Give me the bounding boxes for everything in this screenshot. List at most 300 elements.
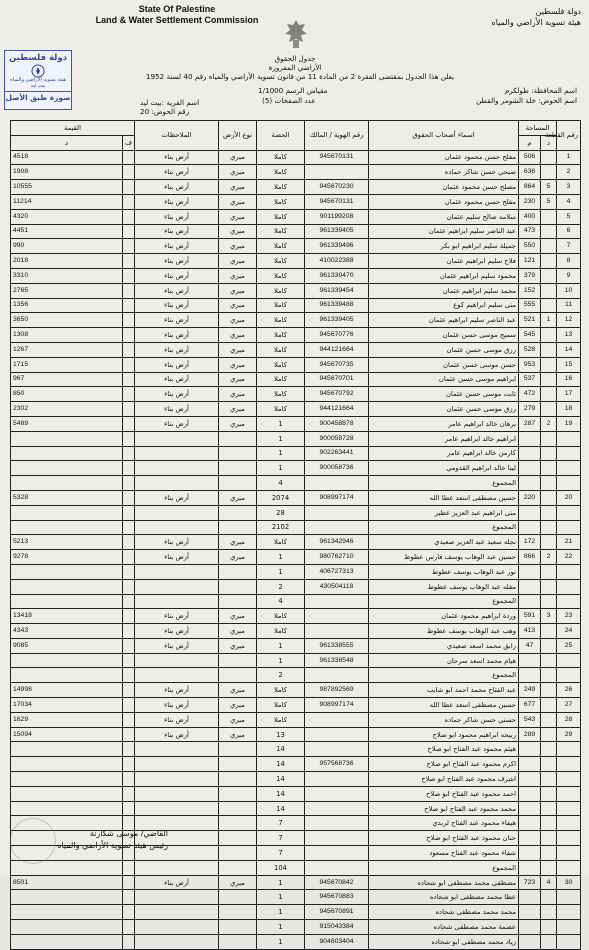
value-fils-cell bbox=[123, 801, 135, 816]
area-m-cell bbox=[519, 653, 541, 668]
value-cell: 2302 bbox=[11, 402, 123, 417]
col-owner: اسماء أصحاب الحقوق bbox=[369, 121, 519, 151]
owner-cell: احمد محمود عبد الفتاح ابو صلاح bbox=[369, 786, 519, 801]
table-row bbox=[11, 860, 581, 875]
area-dunum-cell bbox=[541, 520, 557, 535]
parcel-cell: 28 bbox=[557, 712, 581, 727]
area-dunum-cell bbox=[541, 254, 557, 269]
value-fils-cell bbox=[123, 194, 135, 209]
value-fils-cell bbox=[123, 461, 135, 476]
owner-cell: ثابت موسى حسن عثمان bbox=[369, 387, 519, 402]
area-m-cell bbox=[519, 742, 541, 757]
owner-cell: منى سليم ابراهيم كوع bbox=[369, 298, 519, 313]
notes-cell: أرض بناء bbox=[135, 328, 219, 343]
table-row bbox=[11, 875, 581, 890]
area-dunum-cell bbox=[541, 638, 557, 653]
value-cell bbox=[11, 757, 123, 772]
value-fils-cell bbox=[123, 209, 135, 224]
id-cell bbox=[305, 712, 369, 727]
doc-title-line1: جدول الحقوق bbox=[274, 54, 316, 63]
area-dunum-cell bbox=[541, 431, 557, 446]
owner-cell: المجموع bbox=[369, 594, 519, 609]
area-m-cell: 379 bbox=[519, 268, 541, 283]
id-cell: 945670842 bbox=[305, 875, 369, 890]
share-cell: كاملا bbox=[257, 313, 305, 328]
land-type-cell bbox=[219, 920, 257, 935]
parcel-cell: 10 bbox=[557, 283, 581, 298]
area-dunum-cell: 2 bbox=[541, 550, 557, 565]
value-cell bbox=[11, 801, 123, 816]
value-cell: 2018 bbox=[11, 254, 123, 269]
share-cell: كاملا bbox=[257, 194, 305, 209]
value-fils-cell bbox=[123, 609, 135, 624]
value-fils-cell bbox=[123, 579, 135, 594]
area-dunum-cell bbox=[541, 387, 557, 402]
value-cell: 5213 bbox=[11, 535, 123, 550]
value-cell: 11214 bbox=[11, 194, 123, 209]
col-area: المساحة bbox=[519, 121, 557, 136]
share-cell: 1 bbox=[257, 920, 305, 935]
value-cell: 5328 bbox=[11, 490, 123, 505]
land-type-cell: ميري bbox=[219, 624, 257, 639]
value-cell: 990 bbox=[11, 239, 123, 254]
value-cell: 3650 bbox=[11, 313, 123, 328]
table-row bbox=[11, 742, 581, 757]
area-dunum-cell: 3 bbox=[541, 609, 557, 624]
table-row bbox=[11, 328, 581, 343]
value-fils-cell bbox=[123, 239, 135, 254]
id-cell bbox=[305, 609, 369, 624]
land-type-cell bbox=[219, 505, 257, 520]
id-cell bbox=[305, 624, 369, 639]
header-ar-line1: دولة فلسطين bbox=[535, 7, 581, 16]
area-m-cell: 636 bbox=[519, 165, 541, 180]
notes-cell bbox=[135, 668, 219, 683]
share-cell: كاملا bbox=[257, 283, 305, 298]
header-en-line1: State Of Palestine bbox=[138, 4, 216, 14]
area-dunum-cell bbox=[541, 402, 557, 417]
col-value: القيمة bbox=[11, 121, 135, 136]
table-row bbox=[11, 342, 581, 357]
parcel-cell bbox=[557, 846, 581, 861]
area-dunum-cell bbox=[541, 342, 557, 357]
parcel-cell bbox=[557, 920, 581, 935]
info-governorate: اسم المحافظة: طولكرم bbox=[504, 86, 577, 95]
land-type-cell: ميري bbox=[219, 224, 257, 239]
value-cell: 4451 bbox=[11, 224, 123, 239]
table-row bbox=[11, 387, 581, 402]
value-fils-cell bbox=[123, 372, 135, 387]
id-cell bbox=[305, 772, 369, 787]
land-type-cell: ميري bbox=[219, 550, 257, 565]
value-fils-cell bbox=[123, 431, 135, 446]
area-m-cell: 279 bbox=[519, 402, 541, 417]
parcel-cell bbox=[557, 446, 581, 461]
value-cell: 1908 bbox=[11, 165, 123, 180]
notes-cell: أرض بناء bbox=[135, 342, 219, 357]
share-cell: كاملا bbox=[257, 402, 305, 417]
owner-cell: رزق موسى حسن عثمان bbox=[369, 402, 519, 417]
area-dunum-cell bbox=[541, 757, 557, 772]
table-row bbox=[11, 668, 581, 683]
share-cell: كاملا bbox=[257, 254, 305, 269]
table-row bbox=[11, 254, 581, 269]
stamp-line4: صورة طبق الأصل bbox=[5, 93, 71, 102]
parcel-cell: 22 bbox=[557, 550, 581, 565]
table-row bbox=[11, 476, 581, 491]
area-dunum-cell bbox=[541, 653, 557, 668]
area-dunum-cell bbox=[541, 165, 557, 180]
notes-cell bbox=[135, 786, 219, 801]
value-fils-cell bbox=[123, 476, 135, 491]
land-type-cell bbox=[219, 579, 257, 594]
share-cell: كاملا bbox=[257, 150, 305, 165]
area-m-cell: 472 bbox=[519, 387, 541, 402]
area-dunum-cell bbox=[541, 905, 557, 920]
owner-cell: حنان محمود عبد الفتاح ابو صلاح bbox=[369, 831, 519, 846]
area-dunum-cell: 2 bbox=[541, 416, 557, 431]
area-dunum-cell bbox=[541, 461, 557, 476]
notes-cell: أرض بناء bbox=[135, 698, 219, 713]
land-type-cell: ميري bbox=[219, 165, 257, 180]
parcel-cell: 20 bbox=[557, 490, 581, 505]
id-cell: 430504118 bbox=[305, 579, 369, 594]
value-fils-cell bbox=[123, 165, 135, 180]
area-dunum-cell: 5 bbox=[541, 194, 557, 209]
area-dunum-cell bbox=[541, 668, 557, 683]
parcel-cell bbox=[557, 579, 581, 594]
area-dunum-cell bbox=[541, 564, 557, 579]
share-cell: 1 bbox=[257, 550, 305, 565]
area-dunum-cell bbox=[541, 846, 557, 861]
area-dunum-cell bbox=[541, 150, 557, 165]
owner-cell: ابراهيم موسى حسن عثمان bbox=[369, 372, 519, 387]
owner-cell: كارمن خالد ابراهيم عامر bbox=[369, 446, 519, 461]
table-row bbox=[11, 520, 581, 535]
doc-title-line3: يعلن هذا الجدول بمقتضى الفقرة 2 من المادة 11 من قانون تسوية الأراضي والمياه رقم 40 لسنة 1952 bbox=[145, 72, 455, 81]
value-fils-cell bbox=[123, 313, 135, 328]
area-m-cell: 537 bbox=[519, 372, 541, 387]
parcel-cell: 6 bbox=[557, 224, 581, 239]
id-cell: 961338555 bbox=[305, 638, 369, 653]
parcel-cell: 8 bbox=[557, 254, 581, 269]
signature-line1: القاضي/ موسى شكارنة bbox=[89, 829, 168, 838]
id-cell: 945670776 bbox=[305, 328, 369, 343]
area-dunum-cell bbox=[541, 712, 557, 727]
share-cell: 104 bbox=[257, 860, 305, 875]
id-cell: 915043384 bbox=[305, 920, 369, 935]
value-cell: 4518 bbox=[11, 150, 123, 165]
table-row bbox=[11, 416, 581, 431]
value-fils-cell bbox=[123, 446, 135, 461]
notes-cell: أرض بناء bbox=[135, 254, 219, 269]
value-fils-cell bbox=[123, 387, 135, 402]
table-row bbox=[11, 609, 581, 624]
value-cell: 850 bbox=[11, 387, 123, 402]
table-row bbox=[11, 268, 581, 283]
notes-cell: أرض بناء bbox=[135, 239, 219, 254]
table-row bbox=[11, 786, 581, 801]
area-dunum-cell bbox=[541, 372, 557, 387]
owner-cell: حسني حسن شاكر حماده bbox=[369, 712, 519, 727]
info-basin-no: رقم الحوض: 20 bbox=[140, 107, 190, 116]
share-cell: 1 bbox=[257, 934, 305, 949]
share-cell: كاملا bbox=[257, 683, 305, 698]
table-row bbox=[11, 934, 581, 949]
owner-cell: عبد الناصر سليم ابراهيم عثمان bbox=[369, 313, 519, 328]
area-m-cell bbox=[519, 579, 541, 594]
owner-cell: مصطفى محمد مصطفى ابو شحاده bbox=[369, 875, 519, 890]
share-cell: كاملا bbox=[257, 239, 305, 254]
share-cell: كاملا bbox=[257, 209, 305, 224]
value-fils-cell bbox=[123, 653, 135, 668]
table-row bbox=[11, 165, 581, 180]
value-fils-cell bbox=[123, 550, 135, 565]
owner-cell: عبد الناصر سليم ابراهيم عثمان bbox=[369, 224, 519, 239]
notes-cell: أرض بناء bbox=[135, 180, 219, 195]
share-cell: 7 bbox=[257, 846, 305, 861]
notes-cell bbox=[135, 579, 219, 594]
value-fils-cell bbox=[123, 342, 135, 357]
id-cell: 901199208 bbox=[305, 209, 369, 224]
share-cell: كاملا bbox=[257, 180, 305, 195]
value-cell bbox=[11, 668, 123, 683]
notes-cell: أرض بناء bbox=[135, 268, 219, 283]
parcel-cell bbox=[557, 905, 581, 920]
value-fils-cell bbox=[123, 757, 135, 772]
info-village: اسم القرية :بيت ليد bbox=[140, 98, 200, 107]
value-fils-cell bbox=[123, 786, 135, 801]
land-type-cell: ميري bbox=[219, 387, 257, 402]
value-fils-cell bbox=[123, 890, 135, 905]
value-fils-cell bbox=[123, 934, 135, 949]
id-cell: 904603404 bbox=[305, 934, 369, 949]
area-dunum-cell bbox=[541, 283, 557, 298]
area-m-cell: 473 bbox=[519, 224, 541, 239]
stamp-line2: هيئة تسوية الأراضي والمياه bbox=[10, 77, 66, 83]
id-cell: 961339405 bbox=[305, 313, 369, 328]
owner-cell: وردة ابراهيم محمود عثمان bbox=[369, 609, 519, 624]
area-dunum-cell bbox=[541, 860, 557, 875]
area-m-cell: 528 bbox=[519, 342, 541, 357]
stamp-emblem-icon bbox=[31, 64, 45, 78]
value-cell: 967 bbox=[11, 372, 123, 387]
id-cell: 908997174 bbox=[305, 698, 369, 713]
land-type-cell: ميري bbox=[219, 490, 257, 505]
value-cell bbox=[11, 520, 123, 535]
owner-cell: سلامه صالح سليم عثمان bbox=[369, 209, 519, 224]
table-row bbox=[11, 461, 581, 476]
value-cell: 9085 bbox=[11, 638, 123, 653]
share-cell: 14 bbox=[257, 801, 305, 816]
table-row bbox=[11, 490, 581, 505]
area-dunum-cell bbox=[541, 786, 557, 801]
area-m-cell bbox=[519, 520, 541, 535]
value-cell: 4320 bbox=[11, 209, 123, 224]
land-type-cell: ميري bbox=[219, 239, 257, 254]
share-cell: كاملا bbox=[257, 535, 305, 550]
parcel-cell bbox=[557, 816, 581, 831]
area-dunum-cell bbox=[541, 357, 557, 372]
area-m-cell: 864 bbox=[519, 180, 541, 195]
land-type-cell: ميري bbox=[219, 727, 257, 742]
area-m-cell bbox=[519, 461, 541, 476]
signature-line2: رئيس هيئة تسوية الأراضي والمياه bbox=[57, 841, 168, 850]
id-cell: 961339470 bbox=[305, 268, 369, 283]
value-cell: 3310 bbox=[11, 268, 123, 283]
id-cell bbox=[305, 742, 369, 757]
owner-cell: هيفاء محمود عبد الفتاح لربدي bbox=[369, 816, 519, 831]
value-cell bbox=[11, 742, 123, 757]
parcel-cell bbox=[557, 594, 581, 609]
parcel-cell: 13 bbox=[557, 328, 581, 343]
value-cell: 14998 bbox=[11, 683, 123, 698]
parcel-cell: 18 bbox=[557, 402, 581, 417]
id-cell bbox=[305, 801, 369, 816]
area-m-cell: 550 bbox=[519, 239, 541, 254]
col-id-no: رقم الهوية / المالك bbox=[305, 121, 369, 151]
area-m-cell bbox=[519, 757, 541, 772]
owner-cell: نور عبد الوهاب يوسف عطوط bbox=[369, 564, 519, 579]
notes-cell: أرض بناء bbox=[135, 550, 219, 565]
area-m-cell: 152 bbox=[519, 283, 541, 298]
land-type-cell bbox=[219, 520, 257, 535]
parcel-cell: 15 bbox=[557, 357, 581, 372]
id-cell bbox=[305, 727, 369, 742]
share-cell: كاملا bbox=[257, 387, 305, 402]
value-fils-cell bbox=[123, 224, 135, 239]
land-type-cell: ميري bbox=[219, 698, 257, 713]
col-value-fils: ف bbox=[123, 135, 135, 150]
area-dunum-cell bbox=[541, 505, 557, 520]
area-dunum-cell bbox=[541, 224, 557, 239]
share-cell: 4 bbox=[257, 476, 305, 491]
value-fils-cell bbox=[123, 860, 135, 875]
value-fils-cell bbox=[123, 180, 135, 195]
owner-cell: هيام محمد اسعد سرحان bbox=[369, 653, 519, 668]
area-m-cell: 953 bbox=[519, 357, 541, 372]
land-type-cell: ميري bbox=[219, 298, 257, 313]
parcel-cell: 9 bbox=[557, 268, 581, 283]
share-cell: 7 bbox=[257, 831, 305, 846]
share-cell: 1 bbox=[257, 416, 305, 431]
area-dunum-cell: 1 bbox=[541, 313, 557, 328]
area-dunum-cell bbox=[541, 209, 557, 224]
value-cell bbox=[11, 431, 123, 446]
share-cell: 1 bbox=[257, 431, 305, 446]
parcel-cell bbox=[557, 476, 581, 491]
table-row bbox=[11, 683, 581, 698]
parcel-cell bbox=[557, 668, 581, 683]
parcel-cell: 26 bbox=[557, 683, 581, 698]
area-m-cell bbox=[519, 446, 541, 461]
area-m-cell: 172 bbox=[519, 535, 541, 550]
parcel-cell bbox=[557, 786, 581, 801]
area-m-cell: 521 bbox=[519, 313, 541, 328]
id-cell bbox=[305, 860, 369, 875]
parcel-cell: 27 bbox=[557, 698, 581, 713]
owner-cell: مفلح حسن محمود عثمان bbox=[369, 194, 519, 209]
rights-table bbox=[10, 120, 581, 950]
id-cell: 902263441 bbox=[305, 446, 369, 461]
area-m-cell bbox=[519, 505, 541, 520]
owner-cell: حسين مصطفى اسعد عطا الله bbox=[369, 698, 519, 713]
value-cell: 1308 bbox=[11, 328, 123, 343]
land-type-cell bbox=[219, 668, 257, 683]
notes-cell bbox=[135, 934, 219, 949]
value-fils-cell bbox=[123, 564, 135, 579]
land-type-cell bbox=[219, 564, 257, 579]
area-dunum-cell bbox=[541, 476, 557, 491]
id-cell: 961339496 bbox=[305, 239, 369, 254]
table-row bbox=[11, 698, 581, 713]
id-cell: 945670883 bbox=[305, 890, 369, 905]
share-cell: 2102 bbox=[257, 520, 305, 535]
parcel-cell: 16 bbox=[557, 372, 581, 387]
owner-cell: سميح موسى حسن عثمان bbox=[369, 328, 519, 343]
area-dunum-cell bbox=[541, 268, 557, 283]
area-dunum-cell bbox=[541, 831, 557, 846]
parcel-cell: 1 bbox=[557, 150, 581, 165]
value-fils-cell bbox=[123, 698, 135, 713]
id-cell: 945670891 bbox=[305, 905, 369, 920]
value-fils-cell bbox=[123, 520, 135, 535]
value-cell: 1715 bbox=[11, 357, 123, 372]
share-cell: 1 bbox=[257, 446, 305, 461]
share-cell: كاملا bbox=[257, 624, 305, 639]
table-row bbox=[11, 801, 581, 816]
id-cell: 961339488 bbox=[305, 298, 369, 313]
id-cell: 961339454 bbox=[305, 283, 369, 298]
table-row bbox=[11, 505, 581, 520]
owner-cell: محمود سليم ابراهيم عثمان bbox=[369, 268, 519, 283]
owner-cell: المجموع bbox=[369, 860, 519, 875]
area-dunum-cell bbox=[541, 683, 557, 698]
share-cell: 14 bbox=[257, 786, 305, 801]
id-cell: 945670701 bbox=[305, 372, 369, 387]
id-cell bbox=[305, 594, 369, 609]
area-m-cell: 287 bbox=[519, 416, 541, 431]
parcel-cell: 21 bbox=[557, 535, 581, 550]
value-fils-cell bbox=[123, 920, 135, 935]
owner-cell: المجموع bbox=[369, 476, 519, 491]
land-type-cell: ميري bbox=[219, 150, 257, 165]
area-m-cell bbox=[519, 860, 541, 875]
notes-cell: أرض بناء bbox=[135, 194, 219, 209]
notes-cell: أرض بناء bbox=[135, 638, 219, 653]
value-fils-cell bbox=[123, 638, 135, 653]
land-type-cell bbox=[219, 594, 257, 609]
col-area-m: م bbox=[519, 135, 541, 150]
parcel-cell: 23 bbox=[557, 609, 581, 624]
notes-cell: أرض بناء bbox=[135, 624, 219, 639]
value-cell bbox=[11, 920, 123, 935]
notes-cell bbox=[135, 860, 219, 875]
owner-cell: فلاح سليم ابراهيم عثمان bbox=[369, 254, 519, 269]
table-row bbox=[11, 727, 581, 742]
notes-cell bbox=[135, 772, 219, 787]
share-cell: 1 bbox=[257, 461, 305, 476]
area-m-cell bbox=[519, 905, 541, 920]
area-m-cell bbox=[519, 476, 541, 491]
land-type-cell bbox=[219, 461, 257, 476]
land-type-cell bbox=[219, 846, 257, 861]
info-pages: عدد الصفحات (5) bbox=[262, 96, 316, 105]
value-fils-cell bbox=[123, 268, 135, 283]
value-cell bbox=[11, 772, 123, 787]
notes-cell bbox=[135, 920, 219, 935]
share-cell: كاملا bbox=[257, 712, 305, 727]
